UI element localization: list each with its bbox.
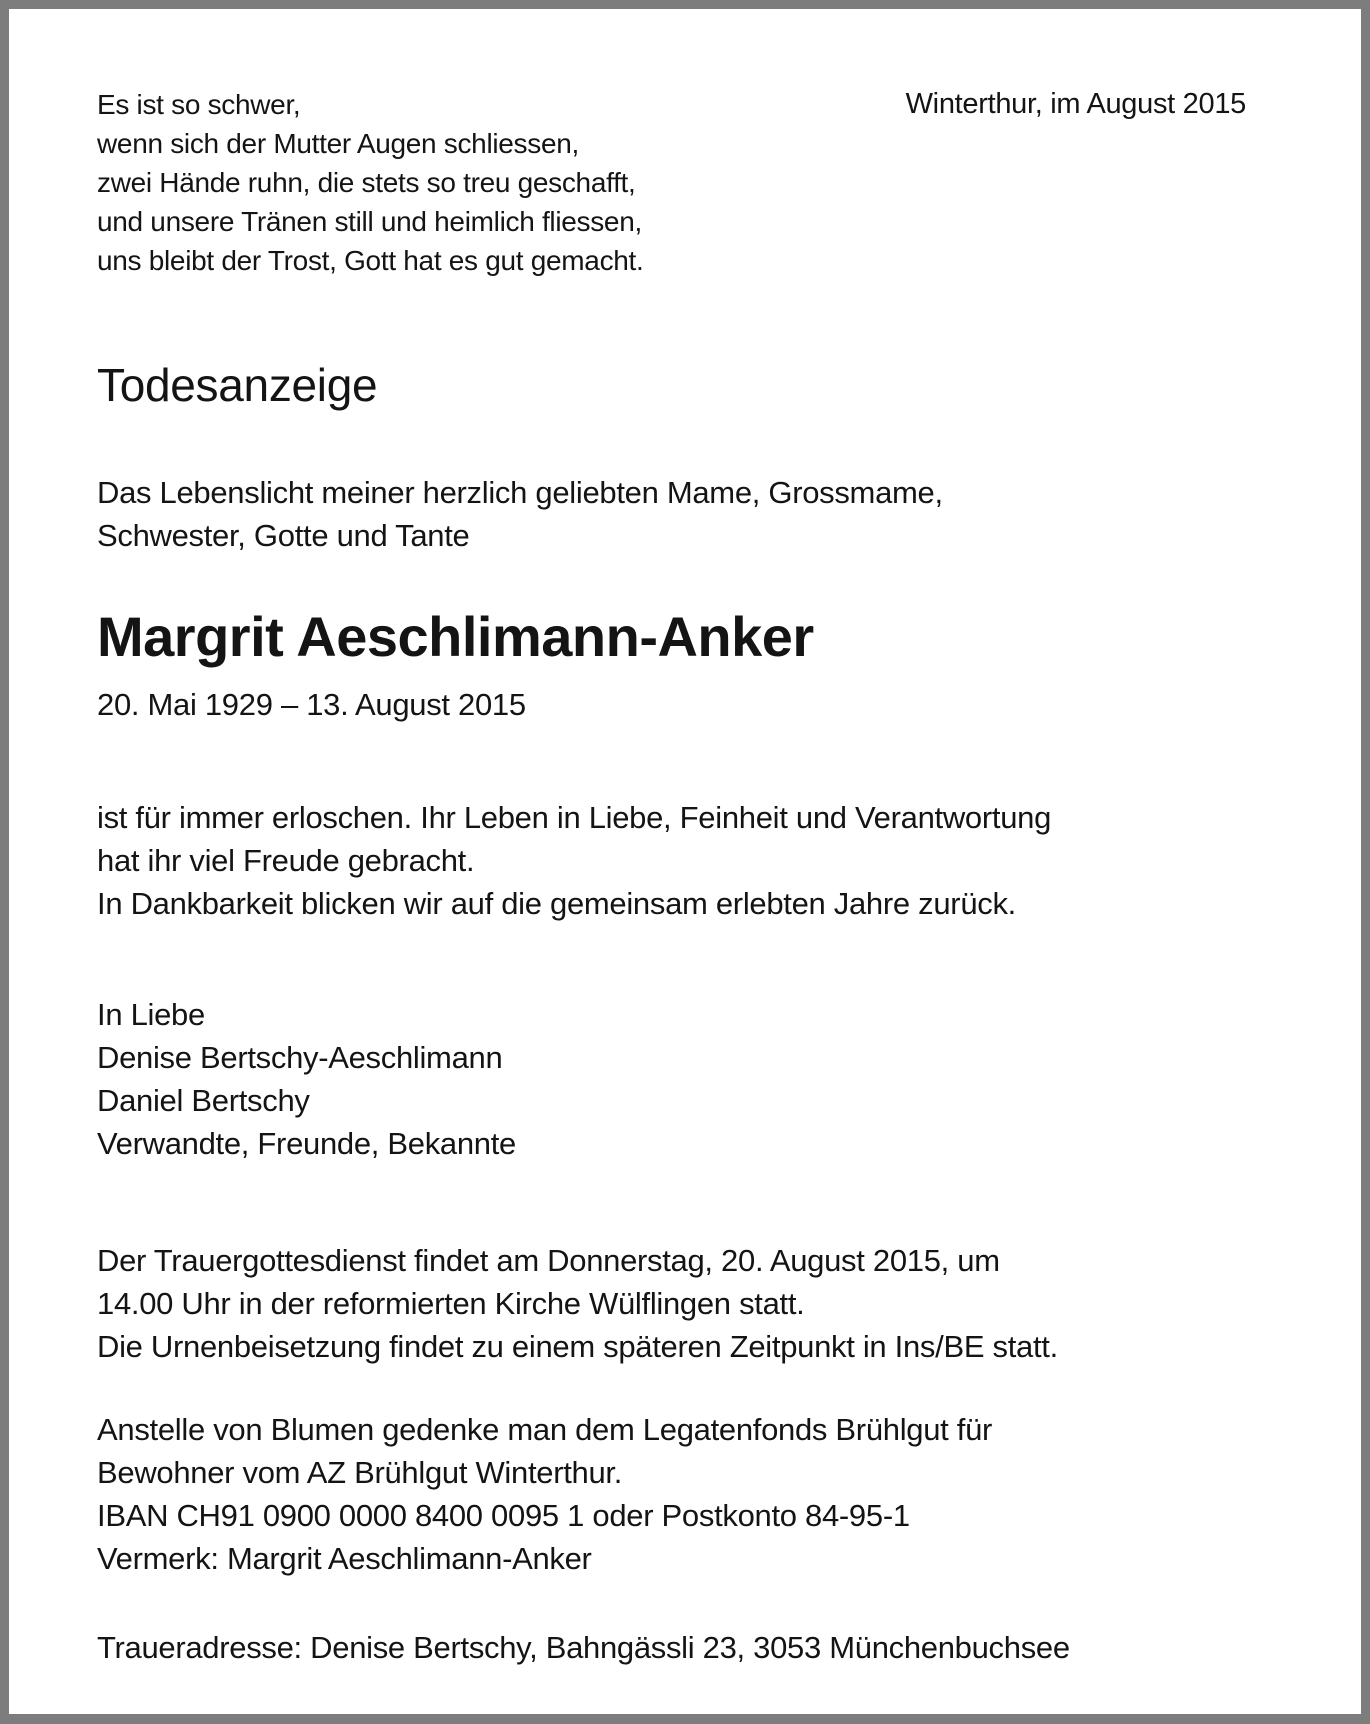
service-line: Der Trauergottesdienst findet am Donnerstag, 20. August 2015, um [97,1243,1000,1278]
deceased-name: Margrit Aeschlimann-Anker [97,605,814,668]
poem-line: Es ist so schwer, [97,89,301,120]
place-dateline: Winterthur, im August 2015 [905,88,1246,120]
obituary-page [9,9,1361,1714]
header-row [97,85,1301,280]
donation-paragraph [97,1408,1301,1580]
mourners-list [97,993,1301,1165]
poem-line: uns bleibt der Trost, Gott hat es gut gemacht. [97,245,644,276]
obituary-content [9,9,1361,1669]
donation-line: IBAN CH91 0900 0000 8400 0095 1 oder Postkonto 84-95-1 [97,1498,910,1533]
intro-line: Das Lebenslicht meiner herzlich geliebten Mame, Grossmame, [97,475,943,510]
service-paragraph [97,1239,1301,1368]
service-line: 14.00 Uhr in der reformierten Kirche Wülflingen statt. [97,1286,805,1321]
mourners-line: Verwandte, Freunde, Bekannte [97,1126,517,1161]
poem-line: zwei Hände ruhn, die stets so treu geschafft, [97,167,636,198]
notice-title: Todesanzeige [97,359,378,411]
donation-line: Anstelle von Blumen gedenke man dem Legatenfonds Brühlgut für [97,1412,993,1447]
mourners-line: In Liebe [97,997,205,1032]
intro-paragraph [97,471,1301,557]
obituary-line: ist für immer erloschen. Ihr Leben in Liebe, Feinheit und Verantwortung [97,800,1052,835]
mourners-line: Denise Bertschy-Aeschlimann [97,1040,503,1075]
life-dates: 20. Mai 1929 – 13. August 2015 [97,687,526,722]
obituary-line: hat ihr viel Freude gebracht. [97,843,475,878]
intro-line: Schwester, Gotte und Tante [97,518,470,553]
mourners-line: Daniel Bertschy [97,1083,310,1118]
poem-line: und unsere Tränen still und heimlich fliessen, [97,206,642,237]
service-line: Die Urnenbeisetzung findet zu einem späteren Zeitpunkt in Ins/BE statt. [97,1329,1058,1364]
obituary-line: In Dankbarkeit blicken wir auf die gemeinsam erlebten Jahre zurück. [97,886,1016,921]
donation-line: Bewohner vom AZ Brühlgut Winterthur. [97,1455,623,1490]
mourning-address: Traueradresse: Denise Bertschy, Bahngässli 23, 3053 Münchenbuchsee [97,1630,1070,1665]
obituary-paragraph [97,796,1301,925]
donation-line: Vermerk: Margrit Aeschlimann-Anker [97,1541,592,1576]
poem-line: wenn sich der Mutter Augen schliessen, [97,128,579,159]
memorial-poem [97,85,644,280]
